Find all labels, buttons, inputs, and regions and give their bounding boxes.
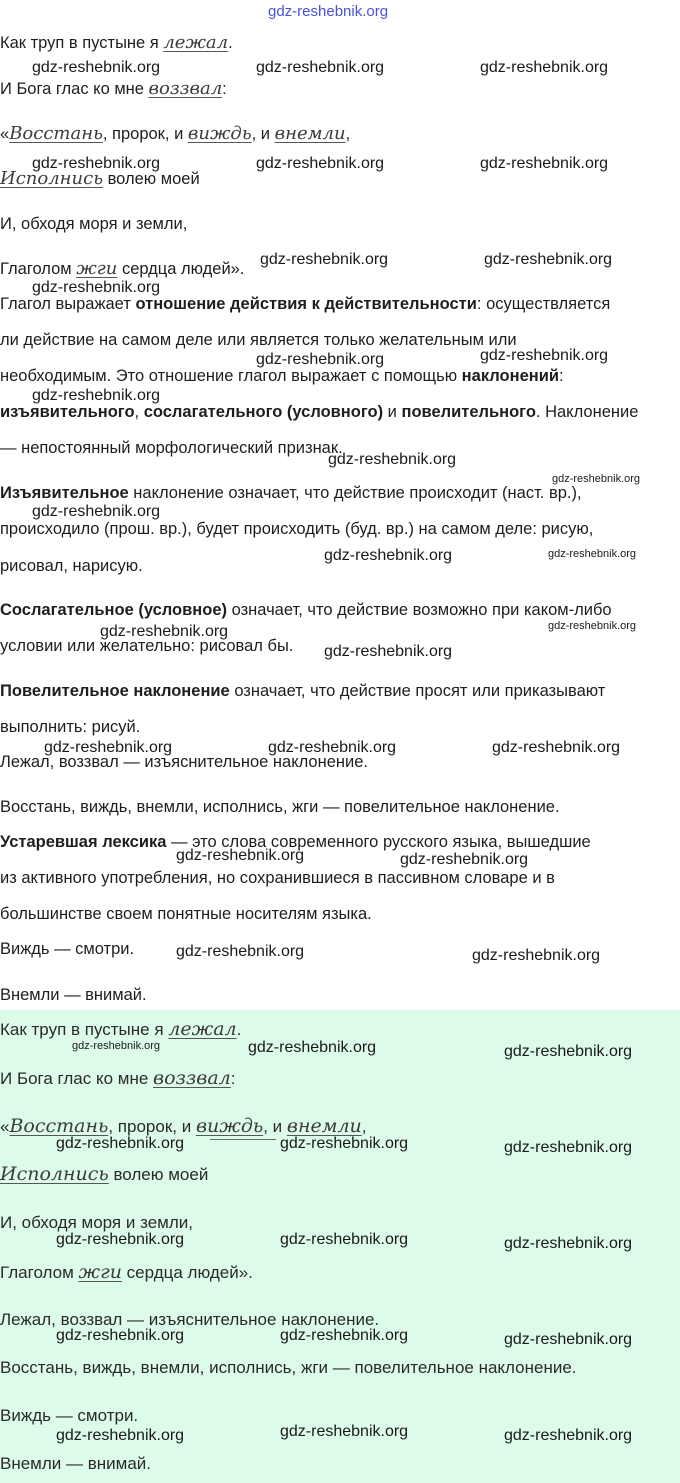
answer-poem-line-1 <box>0 1018 241 1041</box>
watermark: gdz-reshebnik.org <box>248 1039 377 1056</box>
watermark: gdz-reshebnik.org <box>280 1327 409 1344</box>
watermark: gdz-reshebnik.org <box>504 1427 633 1444</box>
analysis-line-2: Восстань, виждь, внемли, исполнись, жги — повелительное наклонение. <box>0 798 560 816</box>
term: Повелительное наклонение <box>0 682 230 700</box>
watermark: gdz-reshebnik.org <box>504 1139 633 1156</box>
highlighted-verb: воззвал <box>153 1067 231 1089</box>
theory-p1-line-5: — непостоянный морфологический признак. <box>0 439 343 457</box>
poem-text: , пророк, и <box>102 125 188 143</box>
theory-p2-line-3: рисовал, нарисую. <box>0 557 143 575</box>
answer-analysis-line-1: Лежал, воззвал — изъяснительное наклонение. <box>0 1310 380 1329</box>
answer-poem-line-2 <box>0 1067 236 1090</box>
answer-definition-line-1: Виждь — смотри. <box>0 1406 139 1425</box>
poem-text: Глаголом <box>0 260 77 278</box>
watermark: gdz-reshebnik.org <box>176 943 305 960</box>
text: — это слова современного русского языка, вышедшие <box>166 833 591 851</box>
text: необходимым. Это отношение глагол выражает с помощью <box>0 367 462 385</box>
highlighted-verb: Восстань <box>9 1115 109 1137</box>
watermark: gdz-reshebnik.org <box>32 387 161 404</box>
poem-text: волею моей <box>103 170 200 188</box>
watermark: gdz-reshebnik.org <box>268 739 397 756</box>
watermark: gdz-reshebnik.org <box>256 351 385 368</box>
highlighted-verb: виждь <box>187 123 252 144</box>
poem-text: « <box>0 125 10 143</box>
highlighted-verb: Исполнись <box>0 168 103 189</box>
watermark: gdz-reshebnik.org <box>32 59 161 76</box>
poem-text: « <box>0 1117 10 1136</box>
theory-p3-line-1 <box>0 600 612 620</box>
poem-text: , <box>345 125 351 143</box>
poem-text: , и <box>251 125 275 143</box>
watermark: gdz-reshebnik.org <box>552 473 641 485</box>
highlighted-verb: лежал <box>168 1018 237 1040</box>
theory-p2-line-1 <box>0 483 582 503</box>
watermark: gdz-reshebnik.org <box>504 1331 633 1348</box>
poem-line-6 <box>0 259 244 279</box>
watermark: gdz-reshebnik.org <box>324 547 453 564</box>
lexicon-line-2: из активного употребления, но сохранившиеся в пассивном словаре и в <box>0 869 555 887</box>
watermark: gdz-reshebnik.org <box>56 1231 185 1248</box>
watermark: gdz-reshebnik.org <box>480 347 609 364</box>
watermark: gdz-reshebnik.org <box>256 59 385 76</box>
watermark: gdz-reshebnik.org <box>256 155 385 172</box>
watermark: gdz-reshebnik.org <box>56 1427 185 1444</box>
poem-text: И Бога глас ко мне <box>0 1069 154 1088</box>
watermark: gdz-reshebnik.org <box>44 739 173 756</box>
theory-p4-line-2: выполнить: рисуй. <box>0 718 141 736</box>
highlighted-verb: воззвал <box>148 78 223 99</box>
watermark: gdz-reshebnik.org <box>492 739 621 756</box>
highlighted-verb: Исполнись <box>0 1163 109 1185</box>
term: Устаревшая лексика <box>0 833 167 851</box>
theory-p1-line-3 <box>0 366 564 386</box>
poem-text: волею моей <box>108 1165 209 1184</box>
poem-text: , <box>361 1117 367 1136</box>
poem-text: Глаголом <box>0 1263 79 1282</box>
text: и <box>383 403 402 421</box>
watermark: gdz-reshebnik.org <box>400 851 529 868</box>
watermark: gdz-reshebnik.org <box>472 947 601 964</box>
text: . Наклонение <box>535 403 639 421</box>
watermark: gdz-reshebnik.org <box>548 620 637 632</box>
watermark-top: gdz-reshebnik.org <box>268 3 389 20</box>
theory-p3-line-2: условии или желательно: рисовал бы. <box>0 637 294 655</box>
poem-text: сердца людей». <box>121 1263 253 1282</box>
poem-text: Как труп в пустыне я <box>0 34 164 52</box>
watermark: gdz-reshebnik.org <box>480 59 609 76</box>
watermark: gdz-reshebnik.org <box>260 251 389 268</box>
text: : <box>559 367 564 385</box>
highlighted-verb: Восстань <box>9 123 103 144</box>
term: наклонений <box>461 367 560 385</box>
definition-line-1: Виждь — смотри. <box>0 940 135 958</box>
watermark: gdz-reshebnik.org <box>480 155 609 172</box>
watermark: gdz-reshebnik.org <box>280 1135 409 1152</box>
poem-line-1 <box>0 33 233 53</box>
text: , <box>134 403 144 421</box>
watermark: gdz-reshebnik.org <box>56 1327 185 1344</box>
analysis-line-1: Лежал, воззвал — изъяснительное наклонение. <box>0 753 368 771</box>
theory-p1-line-1 <box>0 294 610 314</box>
lexicon-line-3: большинстве своем понятные носителям языка. <box>0 905 372 923</box>
answer-analysis-line-2: Восстань, виждь, внемли, исполнись, жги — повелительное наклонение. <box>0 1358 577 1377</box>
term: повелительного <box>401 403 536 421</box>
poem-line-2 <box>0 79 227 99</box>
term: Изъявительное <box>0 484 129 502</box>
poem-text: : <box>222 80 227 98</box>
poem-text: . <box>228 34 233 52</box>
theory-p2-line-2: происходило (прош. вр.), будет происходить (буд. вр.) на самом деле: рисую, <box>0 520 594 538</box>
text: означает, что действие возможно при каком-либо <box>227 601 612 619</box>
watermark: gdz-reshebnik.org <box>32 279 161 296</box>
theory-p1-line-4 <box>0 402 638 422</box>
highlighted-verb: виждь <box>195 1115 264 1137</box>
answer-poem-line-4 <box>0 1163 208 1186</box>
term: отношение действия к действительности <box>135 295 477 313</box>
highlighted-verb: жги <box>76 258 118 279</box>
term: изъявительного <box>0 403 135 421</box>
answer-definition-line-2: Внемли — внимай. <box>0 1454 152 1473</box>
watermark: gdz-reshebnik.org <box>504 1235 633 1252</box>
watermark: gdz-reshebnik.org <box>280 1231 409 1248</box>
watermark: gdz-reshebnik.org <box>56 1135 185 1152</box>
answer-poem-line-6 <box>0 1261 253 1284</box>
watermark: gdz-reshebnik.org <box>484 251 613 268</box>
watermark: gdz-reshebnik.org <box>324 643 453 660</box>
watermark: gdz-reshebnik.org <box>280 1423 409 1440</box>
text: : осуществляется <box>476 295 611 313</box>
poem-text: : <box>230 1069 236 1088</box>
highlighted-verb: жги <box>78 1261 122 1283</box>
watermark: gdz-reshebnik.org <box>32 503 161 520</box>
watermark: gdz-reshebnik.org <box>328 451 457 468</box>
definition-line-2: Внемли — внимай. <box>0 986 147 1004</box>
text: означает, что действие просят или приказывают <box>229 682 606 700</box>
text: наклонение означает, что действие происходит (наст. вр.), <box>128 484 582 502</box>
poem-text: И Бога глас ко мне <box>0 80 149 98</box>
answer-poem-line-5: И, обходя моря и земли, <box>0 1213 193 1232</box>
theory-p4-line-1 <box>0 681 605 701</box>
poem-text: , и <box>263 1117 287 1136</box>
watermark: gdz-reshebnik.org <box>176 847 305 864</box>
term: сослагательного (условного) <box>143 403 384 421</box>
highlighted-verb: лежал <box>163 32 229 53</box>
poem-line-5: И, обходя моря и земли, <box>0 215 188 233</box>
highlighted-verb: внемли <box>274 123 346 144</box>
text: Глагол выражает <box>0 295 136 313</box>
poem-text: . <box>236 1020 242 1039</box>
watermark: gdz-reshebnik.org <box>100 623 229 640</box>
underline-mark <box>210 1139 276 1140</box>
poem-line-3 <box>0 124 350 144</box>
poem-text: Как труп в пустыне я <box>0 1020 169 1039</box>
watermark: gdz-reshebnik.org <box>548 548 637 560</box>
highlighted-verb: внемли <box>286 1115 362 1137</box>
poem-text: , пророк, и <box>108 1117 196 1136</box>
term: Сослагательное (условное) <box>0 601 227 619</box>
poem-text: сердца людей». <box>117 260 245 278</box>
theory-p1-line-2: ли действие на самом деле или является только желательным или <box>0 331 517 349</box>
watermark: gdz-reshebnik.org <box>72 1040 161 1052</box>
watermark: gdz-reshebnik.org <box>32 155 161 172</box>
watermark: gdz-reshebnik.org <box>504 1043 633 1060</box>
